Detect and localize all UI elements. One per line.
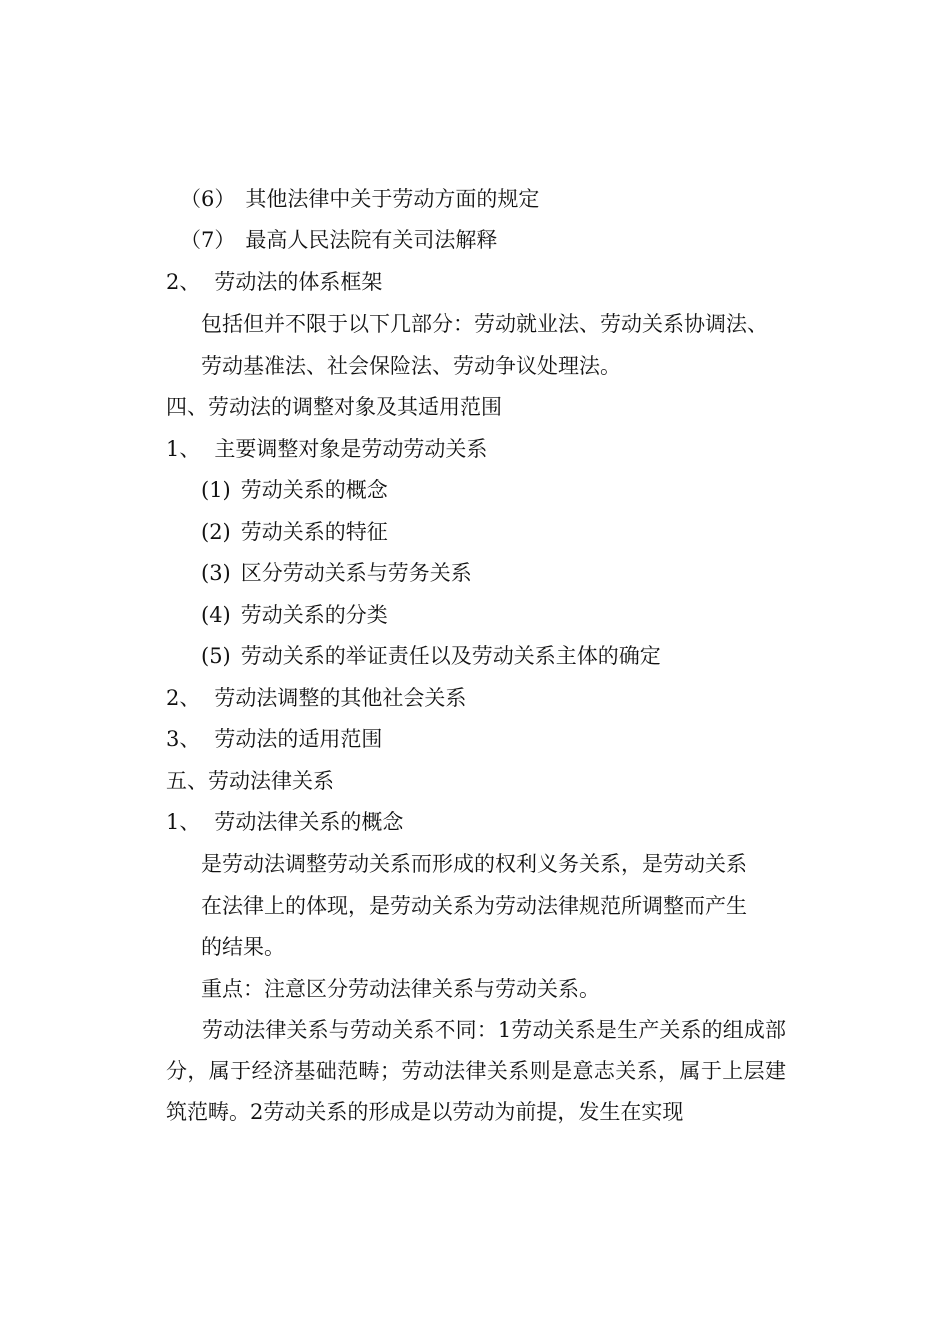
body-text: 劳动基准法、社会保险法、劳动争议处理法。 xyxy=(201,354,621,378)
section-heading xyxy=(166,683,466,713)
body-text: 的结果。 xyxy=(201,935,285,959)
section-heading xyxy=(166,434,487,464)
item-number: (5) xyxy=(201,644,231,668)
emphasis-note: 重点：注意区分劳动法律关系与劳动关系。 xyxy=(201,977,600,1001)
item-number: (4) xyxy=(201,603,231,627)
item-text: 劳动法的适用范围 xyxy=(214,727,383,751)
list-item xyxy=(201,517,388,547)
section-heading xyxy=(166,724,382,754)
item-text: 区分劳动关系与劳务关系 xyxy=(240,561,472,585)
item-number: (3) xyxy=(201,561,231,585)
item-text: 主要调整对象是劳动劳动关系 xyxy=(214,437,488,461)
item-number: 2、 xyxy=(166,270,201,294)
section-heading xyxy=(166,267,382,297)
chapter-heading: 五、劳动法律关系 xyxy=(166,769,334,793)
item-number: 3、 xyxy=(166,727,201,751)
item-number: 1、 xyxy=(166,810,201,834)
list-item xyxy=(201,641,661,671)
item-number: 2、 xyxy=(166,686,201,710)
item-number: (2) xyxy=(201,520,231,544)
item-number: （7） xyxy=(180,228,236,252)
section-heading xyxy=(166,807,403,837)
chapter-heading: 四、劳动法的调整对象及其适用范围 xyxy=(166,395,502,419)
item-text: 最高人民法院有关司法解释 xyxy=(245,228,498,252)
item-text: 其他法律中关于劳动方面的规定 xyxy=(245,187,540,211)
body-text: 是劳动法调整劳动关系而形成的权利义务关系，是劳动关系 xyxy=(201,852,747,876)
item-number: （6） xyxy=(180,187,236,211)
list-item xyxy=(201,600,388,630)
item-text: 劳动法调整的其他社会关系 xyxy=(214,686,467,710)
list-item xyxy=(180,225,497,255)
item-text: 劳动法律关系的概念 xyxy=(214,810,404,834)
body-text: 在法律上的体现，是劳动关系为劳动法律规范所调整而产生 xyxy=(201,894,747,918)
list-item xyxy=(180,184,539,214)
item-number: 1、 xyxy=(166,437,201,461)
item-text: 劳动法的体系框架 xyxy=(214,270,383,294)
item-text: 劳动关系的特征 xyxy=(240,520,388,544)
list-item xyxy=(201,475,388,505)
list-item xyxy=(201,558,472,588)
item-number: (1) xyxy=(201,478,231,502)
item-text: 劳动关系的概念 xyxy=(240,478,388,502)
body-paragraph: 劳动法律关系与劳动关系不同：1劳动关系是生产关系的组成部分，属于经济基础范畴；劳动法律关系则是意志关系，属于上层建筑范畴。2劳动关系的形成是以劳动为前提，发生在实现 xyxy=(166,1018,786,1124)
body-text: 包括但并不限于以下几部分：劳动就业法、劳动关系协调法、 xyxy=(201,312,768,336)
item-text: 劳动关系的分类 xyxy=(240,603,388,627)
item-text: 劳动关系的举证责任以及劳动关系主体的确定 xyxy=(240,644,661,668)
